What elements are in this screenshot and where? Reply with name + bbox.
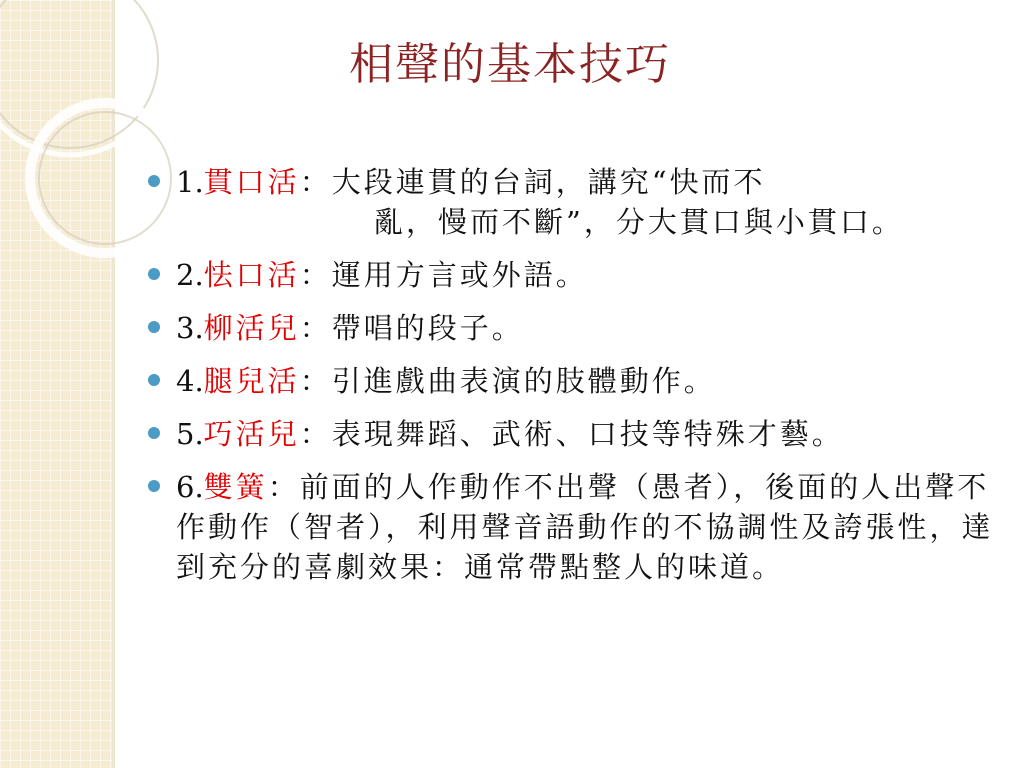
list-item-3 [148,308,998,348]
item-number: 1. [176,165,204,199]
item-description: 表現舞蹈、武術、口技等特殊才藝。 [331,417,844,451]
bullet-icon [148,175,160,187]
item-number: 3. [176,311,204,345]
list-item-6 [148,467,998,587]
list-item-4 [148,361,998,401]
bullet-icon [148,268,160,280]
item-description: 帶唱的段子。 [331,311,524,345]
item-description: 運用方言或外語。 [331,258,588,292]
item-description: 大段連貫的台詞，講究“快而不 [331,165,766,199]
bullet-icon [148,427,160,439]
item-description: 前面的人作動作不出聲（愚者），後面的人出聲不作動作（智者），利用聲音語動作的不協調性及誇張性，達到充分的喜劇效果：通常帶點整人的味道。 [176,470,994,584]
item-term: 怯口活 [203,258,300,292]
list-item-5 [148,414,998,454]
slide-title: 相聲的基本技巧 [349,39,671,90]
list-item-1 [148,162,998,242]
item-term: 腿兒活 [203,364,300,398]
item-term: 巧活兒 [203,417,300,451]
item-colon: ： [299,258,332,292]
item-description-continued: 亂，慢而不斷”，分大貫口與小貫口。 [374,205,904,239]
item-colon: ： [299,364,332,398]
item-number: 4. [176,364,204,398]
item-term: 柳活兒 [203,311,300,345]
bullet-icon [148,480,160,492]
item-number: 5. [176,417,204,451]
bullet-icon [148,321,160,333]
item-description: 引進戲曲表演的肢體動作。 [331,364,716,398]
item-number: 6. [176,470,204,504]
item-colon: ： [299,311,332,345]
item-term: 貫口活 [203,165,300,199]
item-colon: ： [267,470,300,504]
item-colon: ： [299,165,332,199]
item-colon: ： [299,417,332,451]
item-number: 2. [176,258,204,292]
bullet-icon [148,374,160,386]
item-term: 雙簧 [203,470,268,504]
bullet-list [148,162,998,600]
list-item-2 [148,255,998,295]
